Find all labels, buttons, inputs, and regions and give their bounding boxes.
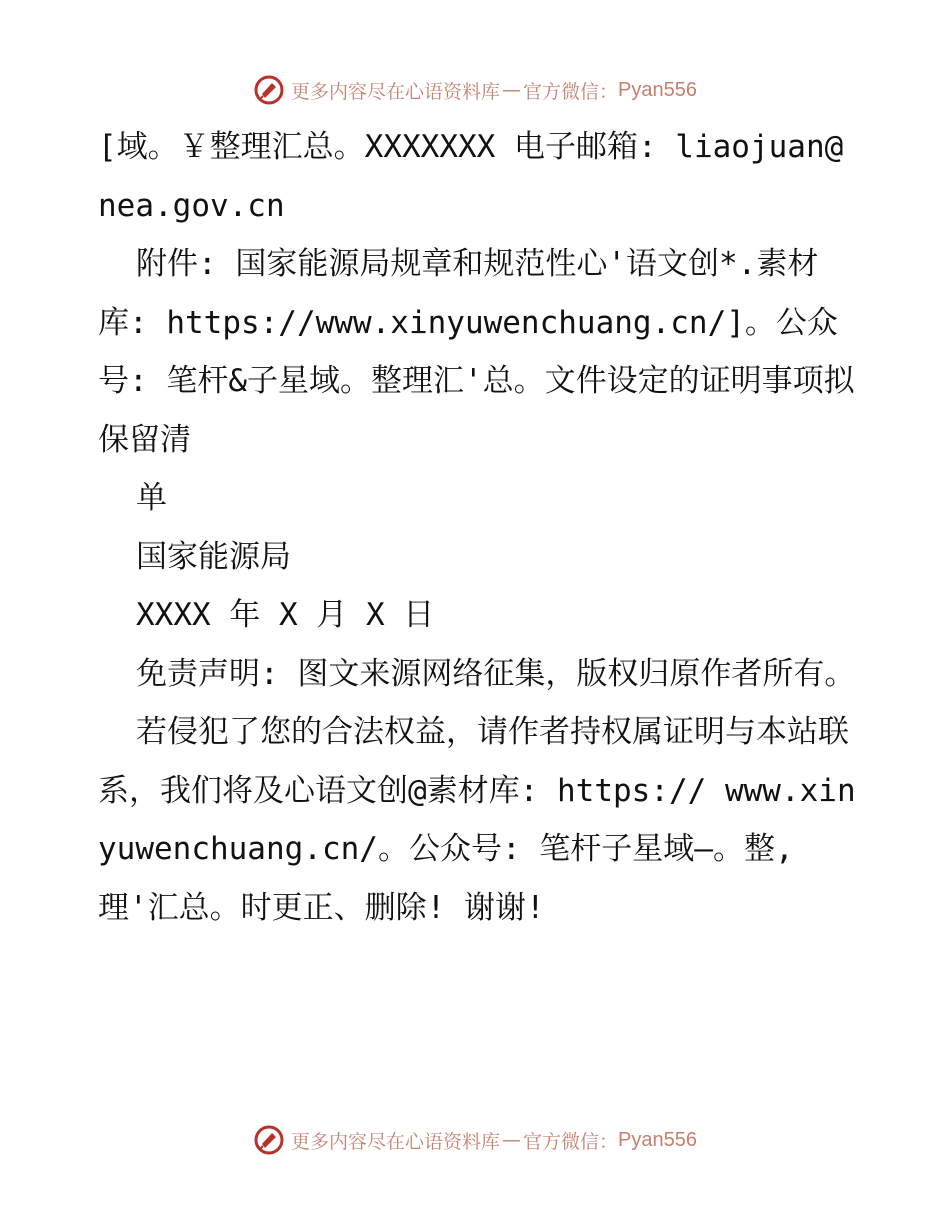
banner-wechat-id: Pyan556: [618, 78, 697, 101]
banner-wechat-label: 官方微信：: [523, 1130, 619, 1153]
document-body: [98, 118, 858, 937]
banner-separator: —: [502, 79, 522, 101]
infringement-notice: 若侵犯了您的合法权益，请作者持权属证明与本站联系，我们将及心语文创@素材库: https:// www.xinyuwenchuang.cn/。公众号: 笔杆子星域—。整,理'汇总。时更正、删除! 谢谢!: [98, 714, 856, 926]
logo-icon: [253, 1124, 285, 1156]
banner-text: 更多内容尽在心语资料库: [291, 80, 501, 103]
banner-wechat-id: Pyan556: [618, 1128, 697, 1151]
issuer-name: 国家能源局: [136, 538, 291, 575]
disclaimer: 免责声明: 图文来源网络征集，版权归原作者所有。: [136, 655, 856, 692]
paragraph-email: [域。￥整理汇总。XXXXXXX 电子邮箱: liaojuan@nea.gov.cn: [98, 129, 844, 224]
banner-wechat-label: 官方微信：: [523, 80, 619, 103]
banner-text: 更多内容尽在心语资料库: [291, 1130, 501, 1153]
footer-banner: [0, 1120, 950, 1160]
header-banner: [0, 70, 950, 110]
paragraph-list-suffix: 单: [136, 480, 167, 516]
banner-separator: —: [502, 1129, 522, 1151]
issue-date: XXXX 年 X 月 X 日: [136, 597, 435, 633]
logo-icon: [253, 74, 285, 106]
paragraph-attachment: 附件: 国家能源局规章和规范性心'语文创*.素材库: https://www.xinyuwenchuang.cn/]。公众号: 笔杆&子星域。整理汇'总。文件设定的证明事项拟保留清: [98, 246, 855, 458]
